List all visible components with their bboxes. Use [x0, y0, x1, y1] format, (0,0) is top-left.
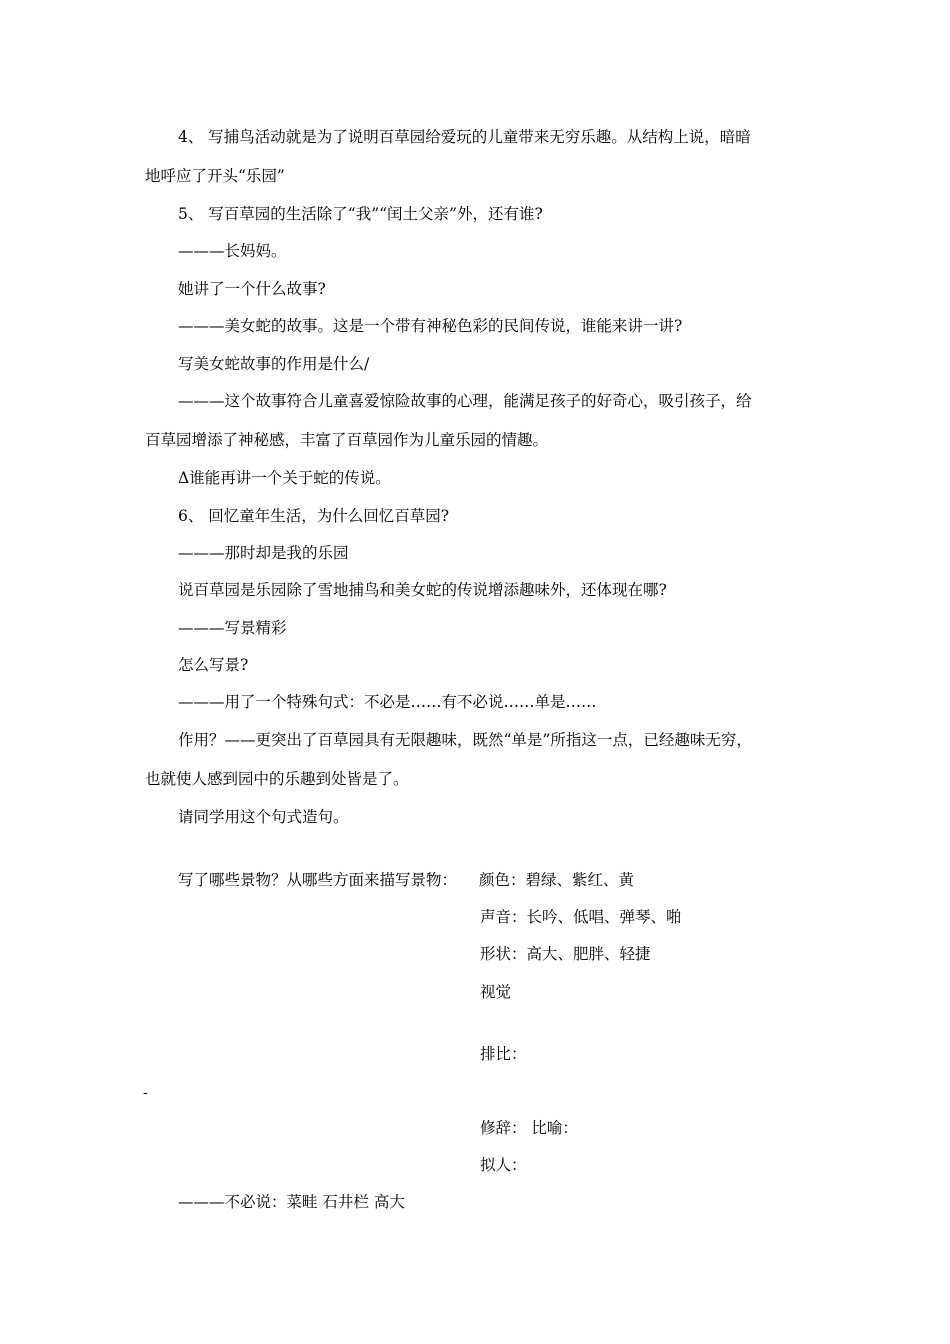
paragraph: ———用了一个特殊句式：不必是……有不必说……单是……: [178, 693, 597, 711]
stray-dash: -: [143, 1085, 148, 1101]
paragraph: ———这个故事符合儿童喜爱惊险故事的心理，能满足孩子的好奇心，吸引孩子，给: [178, 392, 752, 410]
paragraph: ———那时却是我的乐园: [178, 544, 349, 562]
outline-color: 颜色：碧绿、紫红、黄: [479, 871, 635, 889]
paragraph: 写美女蛇故事的作用是什么/: [178, 355, 370, 373]
paragraph: ———长妈妈。: [178, 242, 287, 260]
outline-rhetoric: 修辞： 比喻：: [480, 1119, 578, 1137]
paragraph: 怎么写景?: [178, 656, 249, 674]
outline-sound: 声音：长吟、低唱、弹琴、啪: [480, 908, 682, 926]
paragraph: ———美女蛇的故事。这是一个带有神秘色彩的民间传说，谁能来讲一讲?: [178, 317, 683, 335]
outline-shape: 形状：高大、肥胖、轻捷: [480, 945, 651, 963]
paragraph: 4、 写捕鸟活动就是为了说明百草园给爱玩的儿童带来无穷乐趣。从结构上说，暗暗: [178, 128, 751, 146]
outline-question: 写了哪些景物？从哪些方面来描写景物：: [178, 871, 458, 889]
outline-last-line: ———不必说：菜畦 石井栏 高大: [178, 1193, 405, 1211]
outline-parallelism: 排比：: [480, 1045, 527, 1063]
paragraph: 6、 回忆童年生活，为什么回忆百草园?: [178, 507, 450, 525]
outline-vision: 视觉: [480, 983, 512, 1001]
outline-personification: 拟人：: [480, 1156, 527, 1174]
paragraph: 说百草园是乐园除了雪地捕鸟和美女蛇的传说增添趣味外，还体现在哪?: [178, 581, 667, 599]
paragraph: 百草园增添了神秘感，丰富了百草园作为儿童乐园的情趣。: [145, 431, 549, 449]
paragraph: 地呼应了开头“乐园”: [145, 167, 285, 185]
paragraph: 作用？——更突出了百草园具有无限趣味，既然“单是”所指这一点，已经趣味无穷，: [178, 731, 752, 749]
paragraph: 也就使人感到园中的乐趣到处皆是了。: [145, 770, 409, 788]
paragraph: Δ谁能再讲一个关于蛇的传说。: [178, 469, 391, 487]
paragraph: 请同学用这个句式造句。: [178, 808, 349, 826]
paragraph: 5、 写百草园的生活除了“我”“闰土父亲”外，还有谁?: [178, 205, 543, 223]
paragraph: ———写景精彩: [178, 619, 287, 637]
paragraph: 她讲了一个什么故事?: [178, 280, 326, 298]
